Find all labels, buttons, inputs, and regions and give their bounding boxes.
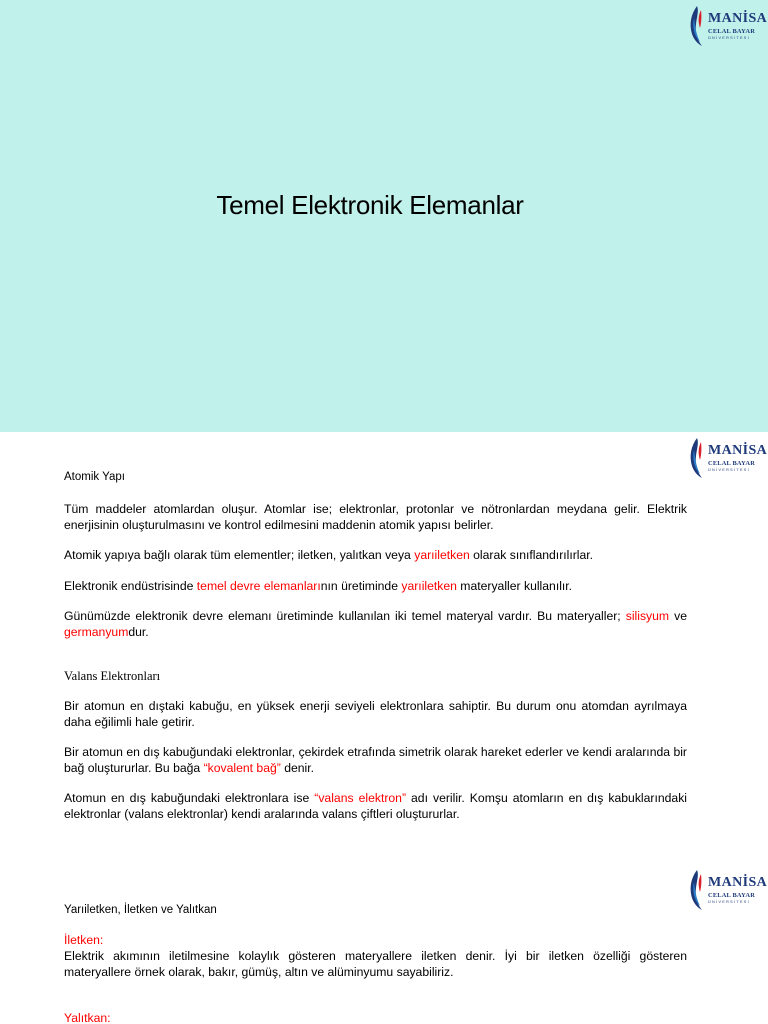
highlight-silicon: silisyum — [625, 609, 670, 623]
paragraph-covalent-bond — [64, 744, 687, 776]
text-run: Atomik yapıya bağlı olarak tüm elementler; iletken, yalıtkan veya — [64, 548, 415, 562]
highlight-germanium: germanyum — [64, 625, 129, 639]
highlight-semiconductor: yarıiletken — [401, 579, 457, 593]
text-run: Elektronik endüstrisinde — [64, 579, 197, 593]
text-run: olarak sınıflandırılırlar. — [469, 548, 594, 562]
logo-line-3: ÜNİVERSİTESİ — [708, 36, 750, 40]
section-heading-valence: Valans Elektronları — [64, 669, 161, 683]
text-run: materyaller kullanılır. — [456, 579, 573, 593]
paragraph-valence-electron — [64, 790, 687, 822]
logo-line-3: ÜNİVERSİTESİ — [708, 900, 750, 904]
paragraph-industry — [64, 578, 687, 594]
text-run: ve — [669, 609, 687, 623]
flame-icon — [688, 436, 708, 480]
text-run: denir. — [280, 761, 315, 775]
conductors-section — [64, 902, 687, 1024]
paragraph-materials — [64, 608, 687, 640]
university-logo — [688, 868, 768, 912]
paragraph-conductor: Elektrik akımının iletilmesine kolaylık gösteren materyallere iletken denir. İyi bir iletken özelliği gösteren materyallere örnek olarak, bakır, gümüş, altın ve alüminyumu sayabiliriz. — [64, 949, 687, 979]
text-run: dur. — [128, 625, 149, 639]
section-heading-conductors: Yarıiletken, İletken ve Yalıtkan — [64, 904, 217, 916]
logo-line-2: CELAL BAYAR — [708, 460, 756, 467]
university-logo — [688, 436, 768, 480]
content-slide-atomic-structure — [0, 432, 768, 864]
logo-line-2: CELAL BAYAR — [708, 28, 756, 35]
flame-icon — [688, 868, 708, 912]
logo-line-1: MANİSA — [708, 443, 768, 458]
paragraph-atoms: Tüm maddeler atomlardan oluşur. Atomlar ise; elektronlar, protonlar ve nötronlardan meydana gelir. Elektrik enerjisinin oluşturulmasını ve kontrol edilmesini maddenin atomik yapısı belirler. — [64, 502, 687, 532]
logo-line-1: MANİSA — [708, 875, 768, 890]
atomic-structure-section — [64, 469, 687, 640]
paragraph-classification — [64, 547, 687, 563]
text-run: adı verilir. Komşu atomların en dış kabuklarındaki elektronlar (valans elektronlar) kendi aralarında valans çiftleri oluştururlar. — [64, 791, 687, 821]
highlight-covalent-bond: “kovalent bağ” — [203, 761, 281, 775]
section-heading-atomic-structure: Atomik Yapı — [64, 471, 125, 483]
highlight-semiconductor: yarıiletken — [414, 548, 470, 562]
logo-line-2: CELAL BAYAR — [708, 892, 756, 899]
logo-line-1: MANİSA — [708, 11, 768, 26]
text-run: nın üretiminde — [320, 579, 402, 593]
text-run: Bir atomun en dış kabuğundaki elektronlar, çekirdek etrafında simetrik olarak hareket ederler ve kendi aralarında bir bağ oluştururlar. Bu bağa — [64, 745, 687, 775]
highlight-valence-electron: “valans elektron” — [314, 791, 406, 805]
text-run: Atomun en dış kabuğundaki elektronlara ise — [64, 791, 315, 805]
university-logo — [688, 4, 768, 48]
highlight-basic-elements: temel devre elemanları — [196, 579, 321, 593]
flame-icon — [688, 4, 708, 48]
valence-electrons-section — [64, 668, 687, 822]
text-run: Günümüzde elektronik devre elemanı üretiminde kullanılan iki temel materyal vardır. Bu materyaller; — [64, 609, 626, 623]
content-slide-conductors — [0, 864, 768, 1024]
title-slide — [0, 0, 768, 432]
label-conductor: İletken: — [64, 933, 104, 947]
slide-title: Temel Elektronik Elemanlar — [216, 190, 524, 220]
paragraph-outer-shell: Bir atomun en dıştaki kabuğu, en yüksek enerji seviyeli elektronlara sahiptir. Bu durum onu atomdan ayrılmaya daha eğilimli hale getirir. — [64, 699, 687, 729]
label-insulator: Yalıtkan: — [64, 1011, 111, 1024]
logo-line-3: ÜNİVERSİTESİ — [708, 468, 750, 472]
